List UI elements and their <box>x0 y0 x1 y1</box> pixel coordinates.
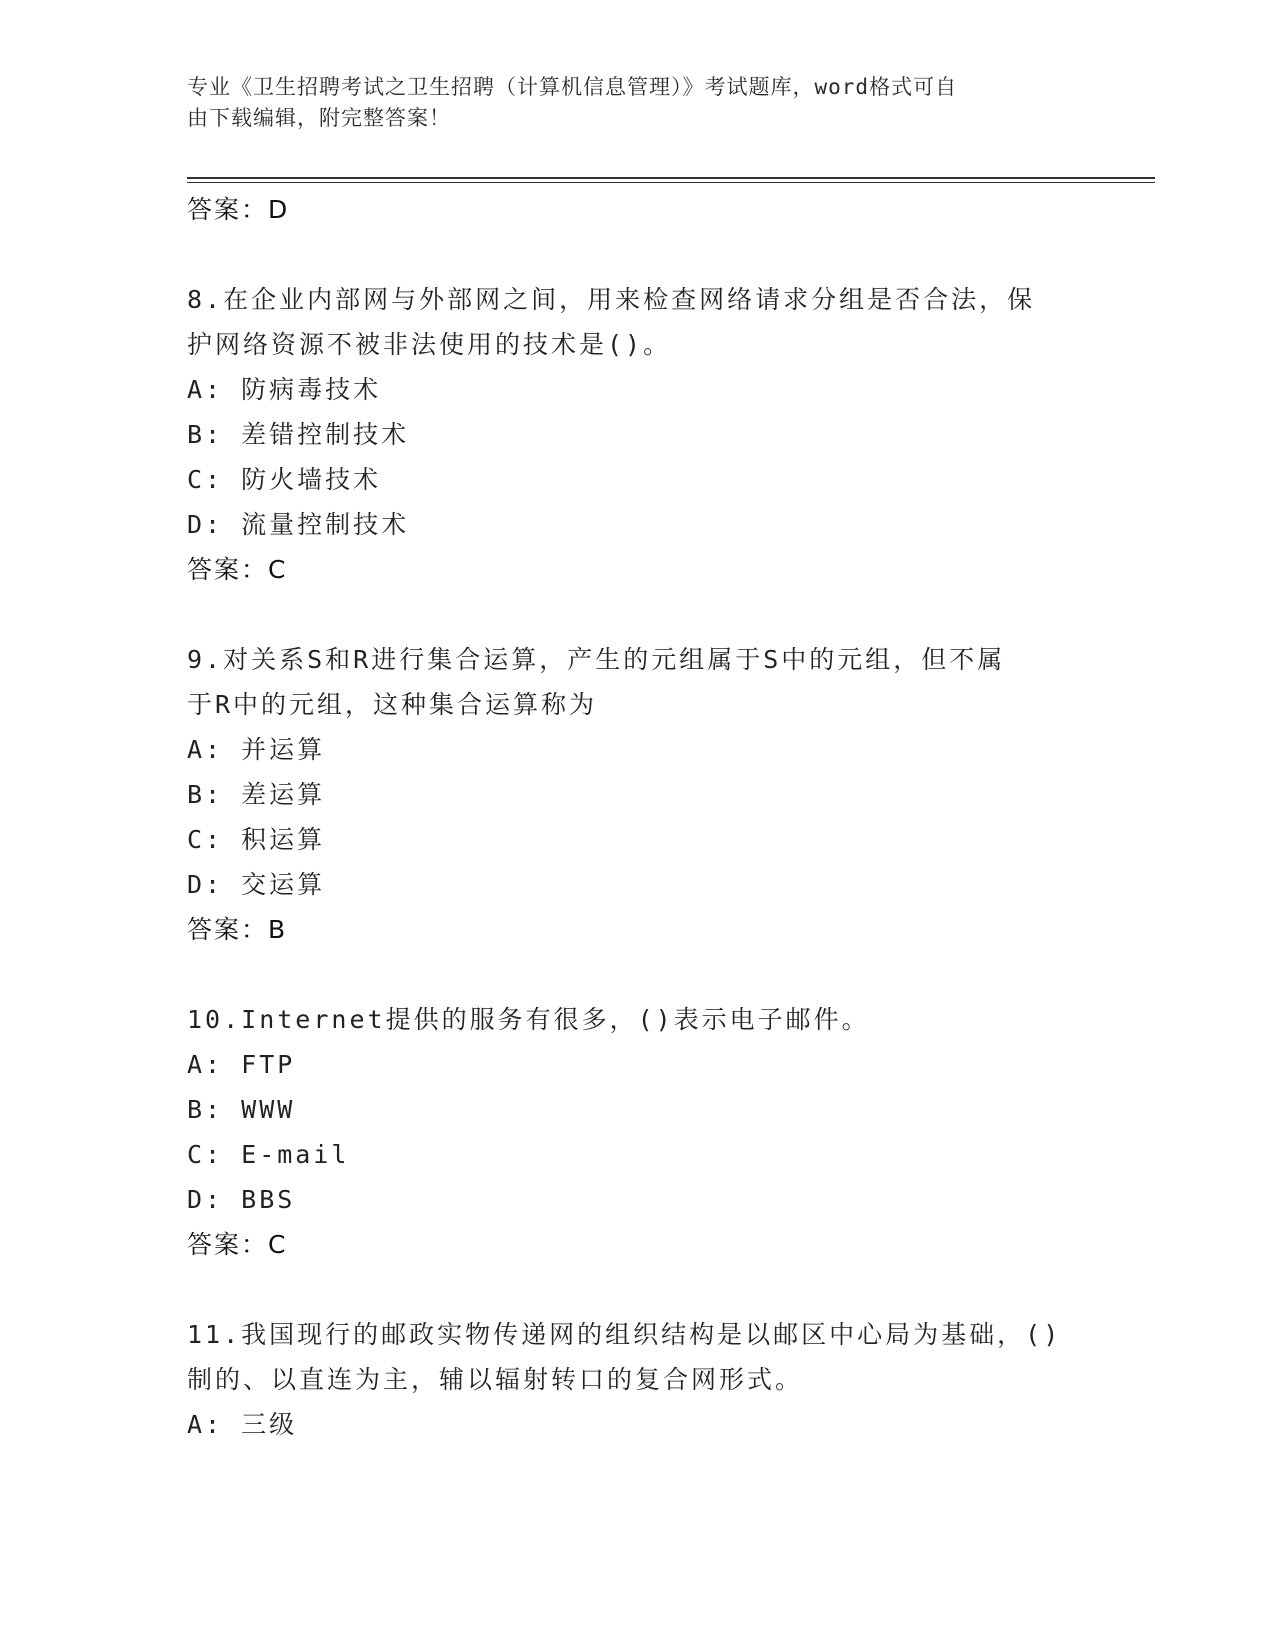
question-stem-line: 8.在企业内部网与外部网之间，用来检查网络请求分组是否合法，保 <box>187 285 1036 314</box>
option-d: D: 流量控制技术 <box>187 510 410 539</box>
option-c: C: 积运算 <box>187 825 326 854</box>
question-block <box>187 1312 1087 1447</box>
question-block <box>187 997 1087 1267</box>
option-a: A: 并运算 <box>187 735 326 764</box>
header-title-line-1: 专业《卫生招聘考试之卫生招聘（计算机信息管理）》考试题库，word格式可自 <box>187 75 958 99</box>
document-header <box>187 72 1067 134</box>
question-stem-line: 制的、以直连为主，辅以辐射转口的复合网形式。 <box>187 1365 804 1394</box>
question-stem-line: 9.对关系S和R进行集合运算，产生的元组属于S中的元组，但不属 <box>187 645 1006 674</box>
option-c: C: 防火墙技术 <box>187 465 382 494</box>
question-stem-line: 11.我国现行的邮政实物传递网的组织结构是以邮区中心局为基础，() <box>187 1320 1062 1349</box>
answer-line: 答案：C <box>187 1230 288 1259</box>
question-stem-line: 护网络资源不被非法使用的技术是()。 <box>187 330 672 359</box>
question-block <box>187 277 1087 592</box>
question-stem-line: 10.Internet提供的服务有很多，()表示电子邮件。 <box>187 1005 870 1034</box>
option-d: D: 交运算 <box>187 870 326 899</box>
option-a: A: 三级 <box>187 1410 298 1439</box>
option-b: B: 差运算 <box>187 780 326 809</box>
spacer <box>187 952 1087 997</box>
answer-line: 答案：D <box>187 195 290 224</box>
spacer <box>187 1267 1087 1312</box>
question-block <box>187 637 1087 952</box>
header-divider-thick <box>187 177 1155 179</box>
option-b: B: WWW <box>187 1095 296 1124</box>
spacer <box>187 592 1087 637</box>
header-title-line-2: 由下载编辑，附完整答案！ <box>187 106 451 130</box>
option-a: A: 防病毒技术 <box>187 375 382 404</box>
option-c: C: E-mail <box>187 1140 350 1169</box>
document-body <box>187 187 1087 1447</box>
header-divider-thin <box>187 182 1155 183</box>
option-a: A: FTP <box>187 1050 296 1079</box>
question-stem-line: 于R中的元组，这种集合运算称为 <box>187 690 598 719</box>
answer-line: 答案：C <box>187 555 288 584</box>
answer-line: 答案：B <box>187 915 288 944</box>
option-d: D: BBS <box>187 1185 296 1214</box>
spacer <box>187 232 1087 277</box>
option-b: B: 差错控制技术 <box>187 420 410 449</box>
